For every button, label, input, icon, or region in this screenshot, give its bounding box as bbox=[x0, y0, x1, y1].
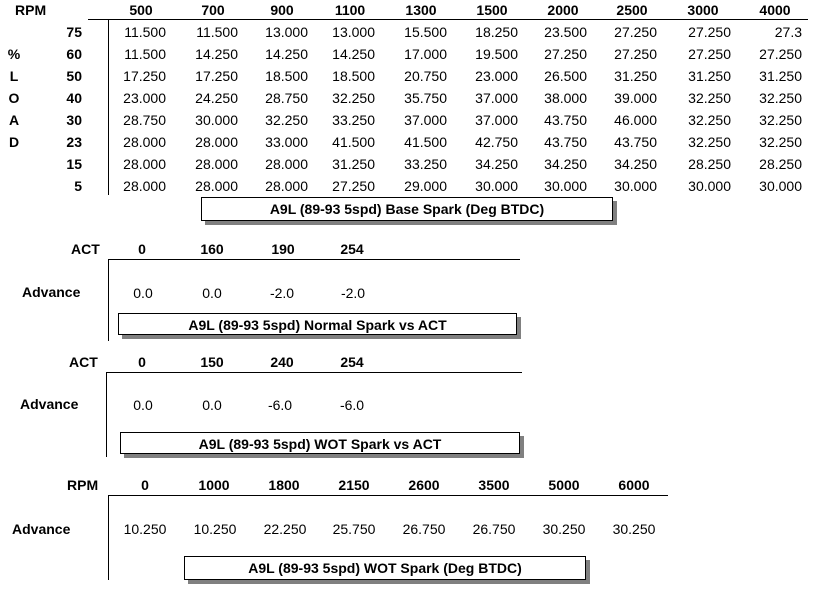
advance-value-cell: 30.250 bbox=[542, 521, 586, 537]
load-row-header: 15 bbox=[66, 156, 82, 172]
spark-cell: 30.000 bbox=[688, 178, 731, 194]
spark-cell: 30.000 bbox=[195, 112, 238, 128]
spark-cell: 26.500 bbox=[544, 68, 587, 84]
spark-cell: 33.250 bbox=[332, 112, 375, 128]
spark-cell: 32.250 bbox=[759, 134, 802, 150]
load-row-header: 23 bbox=[66, 134, 82, 150]
spark-cell: 29.000 bbox=[404, 178, 447, 194]
load-row-header: 30 bbox=[66, 112, 82, 128]
advance-row-label: Advance bbox=[12, 521, 71, 537]
advance-value-cell: 0.0 bbox=[202, 285, 222, 301]
advance-value-cell: -2.0 bbox=[269, 285, 295, 301]
rpm-header-cell: 0 bbox=[141, 477, 149, 493]
rpm-header-cell: 4000 bbox=[759, 2, 791, 18]
spark-cell: 27.250 bbox=[614, 46, 657, 62]
spark-cell: 28.000 bbox=[123, 178, 166, 194]
spark-cell: 14.250 bbox=[265, 46, 308, 62]
spark-cell: 28.000 bbox=[195, 134, 238, 150]
column-rule bbox=[106, 372, 107, 457]
spark-cell: 30.000 bbox=[614, 178, 657, 194]
act-axis-label: ACT bbox=[69, 354, 98, 370]
spark-cell: 37.000 bbox=[475, 90, 518, 106]
spark-cell: 43.750 bbox=[544, 134, 587, 150]
spark-cell: 27.250 bbox=[688, 46, 731, 62]
normal-act-caption: A9L (89-93 5spd) Normal Spark vs ACT bbox=[118, 313, 517, 335]
spark-cell: 18.250 bbox=[475, 24, 518, 40]
spark-cell: 30.000 bbox=[759, 178, 802, 194]
act-header-cell: 150 bbox=[200, 354, 224, 370]
spark-cell: 32.250 bbox=[688, 112, 731, 128]
spark-cell: 38.000 bbox=[544, 90, 587, 106]
act-header-cell: 160 bbox=[200, 241, 224, 257]
advance-value-cell: 10.250 bbox=[193, 521, 237, 537]
spark-cell: 33.000 bbox=[265, 134, 308, 150]
spark-cell: 34.250 bbox=[614, 156, 657, 172]
spark-cell: 32.250 bbox=[759, 90, 802, 106]
advance-value-cell: -6.0 bbox=[339, 397, 365, 413]
rpm-header-cell: 500 bbox=[129, 2, 153, 18]
load-row-header: 50 bbox=[66, 68, 82, 84]
spark-cell: 14.250 bbox=[332, 46, 375, 62]
spark-cell: 37.000 bbox=[475, 112, 518, 128]
rpm-axis-label: RPM bbox=[15, 2, 47, 18]
rpm-header-cell: 2500 bbox=[616, 2, 648, 18]
spark-cell: 31.250 bbox=[688, 68, 731, 84]
advance-value-cell: 26.750 bbox=[402, 521, 446, 537]
advance-value-cell: 30.250 bbox=[612, 521, 656, 537]
spark-cell: 37.000 bbox=[404, 112, 447, 128]
advance-value-cell: 0.0 bbox=[133, 397, 153, 413]
spark-cell: 15.500 bbox=[404, 24, 447, 40]
spark-cell: 34.250 bbox=[544, 156, 587, 172]
spark-cell: 28.000 bbox=[265, 156, 308, 172]
spark-cell: 18.500 bbox=[332, 68, 375, 84]
spark-cell: 27.250 bbox=[614, 24, 657, 40]
spark-cell: 24.250 bbox=[195, 90, 238, 106]
spark-cell: 28.750 bbox=[123, 112, 166, 128]
spark-cell: 35.750 bbox=[404, 90, 447, 106]
rpm-header-cell: 1100 bbox=[334, 2, 366, 18]
spark-cell: 43.750 bbox=[544, 112, 587, 128]
act-header-cell: 254 bbox=[340, 354, 364, 370]
rpm-axis-label: RPM bbox=[67, 477, 99, 493]
spark-cell: 41.500 bbox=[332, 134, 375, 150]
spark-cell: 28.750 bbox=[265, 90, 308, 106]
spark-cell: 27.250 bbox=[332, 178, 375, 194]
spark-cell: 11.500 bbox=[124, 24, 166, 40]
load-row-header: 60 bbox=[66, 46, 82, 62]
header-rule bbox=[108, 495, 668, 496]
act-header-cell: 0 bbox=[138, 354, 146, 370]
spark-cell: 42.750 bbox=[475, 134, 518, 150]
load-side-letter: % bbox=[7, 46, 21, 62]
load-side-letter: O bbox=[8, 90, 20, 106]
spark-cell: 27.3 bbox=[774, 24, 802, 40]
spark-cell: 28.250 bbox=[688, 156, 731, 172]
column-rule bbox=[108, 495, 109, 580]
spark-cell: 28.000 bbox=[123, 134, 166, 150]
spark-cell: 34.250 bbox=[475, 156, 518, 172]
rpm-header-cell: 900 bbox=[270, 2, 294, 18]
header-rule bbox=[106, 372, 522, 373]
spark-cell: 27.250 bbox=[759, 46, 802, 62]
spark-cell: 28.250 bbox=[759, 156, 802, 172]
header-rule bbox=[108, 259, 520, 260]
spark-cell: 28.000 bbox=[195, 178, 238, 194]
rpm-header-cell: 2000 bbox=[547, 2, 579, 18]
spark-cell: 41.500 bbox=[404, 134, 447, 150]
spark-cell: 31.250 bbox=[332, 156, 375, 172]
advance-value-cell: 26.750 bbox=[472, 521, 516, 537]
advance-row-label: Advance bbox=[20, 396, 79, 412]
spark-cell: 30.000 bbox=[544, 178, 587, 194]
load-side-letter: A bbox=[8, 112, 20, 128]
rpm-header-cell: 700 bbox=[201, 2, 225, 18]
spark-cell: 17.250 bbox=[195, 68, 238, 84]
spark-cell: 33.250 bbox=[404, 156, 447, 172]
spark-cell: 19.500 bbox=[475, 46, 518, 62]
rpm-header-cell: 6000 bbox=[618, 477, 650, 493]
spark-cell: 39.000 bbox=[614, 90, 657, 106]
load-row-header: 5 bbox=[74, 178, 82, 194]
wot-rpm-caption: A9L (89-93 5spd) WOT Spark (Deg BTDC) bbox=[184, 556, 586, 580]
act-header-cell: 240 bbox=[270, 354, 294, 370]
spark-cell: 30.000 bbox=[475, 178, 518, 194]
act-header-cell: 190 bbox=[271, 241, 295, 257]
advance-value-cell: -2.0 bbox=[340, 285, 366, 301]
advance-value-cell: 0.0 bbox=[133, 285, 153, 301]
header-rule bbox=[88, 19, 808, 20]
advance-value-cell: 25.750 bbox=[332, 521, 376, 537]
rpm-header-cell: 1300 bbox=[405, 2, 437, 18]
advance-value-cell: 0.0 bbox=[202, 397, 222, 413]
spark-cell: 14.250 bbox=[195, 46, 238, 62]
rpm-header-cell: 3500 bbox=[478, 477, 510, 493]
spark-cell: 43.750 bbox=[614, 134, 657, 150]
spark-cell: 31.250 bbox=[759, 68, 802, 84]
spark-cell: 32.250 bbox=[759, 112, 802, 128]
spark-cell: 18.500 bbox=[265, 68, 308, 84]
spark-cell: 46.000 bbox=[614, 112, 657, 128]
rpm-header-cell: 1800 bbox=[268, 477, 300, 493]
spark-cell: 32.250 bbox=[688, 90, 731, 106]
spark-cell: 13.000 bbox=[332, 24, 375, 40]
wot-act-caption: A9L (89-93 5spd) WOT Spark vs ACT bbox=[120, 432, 520, 454]
rpm-header-cell: 2600 bbox=[408, 477, 440, 493]
base-spark-caption: A9L (89-93 5spd) Base Spark (Deg BTDC) bbox=[201, 197, 613, 221]
rpm-header-cell: 1500 bbox=[476, 2, 508, 18]
spark-cell: 11.500 bbox=[124, 46, 166, 62]
rpm-header-cell: 2150 bbox=[338, 477, 370, 493]
spark-cell: 11.500 bbox=[196, 24, 238, 40]
spark-cell: 20.750 bbox=[404, 68, 447, 84]
spark-cell: 32.250 bbox=[688, 134, 731, 150]
load-row-header: 40 bbox=[66, 90, 82, 106]
advance-value-cell: 10.250 bbox=[123, 521, 167, 537]
spark-cell: 23.000 bbox=[475, 68, 518, 84]
advance-value-cell: -6.0 bbox=[267, 397, 293, 413]
spark-cell: 32.250 bbox=[265, 112, 308, 128]
spark-cell: 28.000 bbox=[195, 156, 238, 172]
spark-cell: 28.000 bbox=[265, 178, 308, 194]
column-rule bbox=[108, 259, 109, 341]
load-side-letter: D bbox=[8, 134, 20, 150]
rpm-header-cell: 1000 bbox=[198, 477, 230, 493]
advance-value-cell: 22.250 bbox=[263, 521, 307, 537]
spark-cell: 28.000 bbox=[123, 156, 166, 172]
act-axis-label: ACT bbox=[71, 241, 100, 257]
act-header-cell: 254 bbox=[340, 241, 364, 257]
rpm-header-cell: 3000 bbox=[687, 2, 719, 18]
load-row-header: 75 bbox=[66, 24, 82, 40]
spark-cell: 23.000 bbox=[123, 90, 166, 106]
spark-cell: 23.500 bbox=[544, 24, 587, 40]
load-side-letter: L bbox=[9, 68, 19, 84]
spark-cell: 27.250 bbox=[544, 46, 587, 62]
rpm-header-cell: 5000 bbox=[548, 477, 580, 493]
spark-cell: 17.250 bbox=[123, 68, 166, 84]
act-header-cell: 0 bbox=[138, 241, 146, 257]
spark-cell: 13.000 bbox=[265, 24, 308, 40]
spark-cell: 32.250 bbox=[332, 90, 375, 106]
spark-cell: 31.250 bbox=[614, 68, 657, 84]
column-rule bbox=[108, 19, 109, 195]
spark-cell: 17.000 bbox=[404, 46, 447, 62]
advance-row-label: Advance bbox=[22, 284, 81, 300]
spark-cell: 27.250 bbox=[688, 24, 731, 40]
